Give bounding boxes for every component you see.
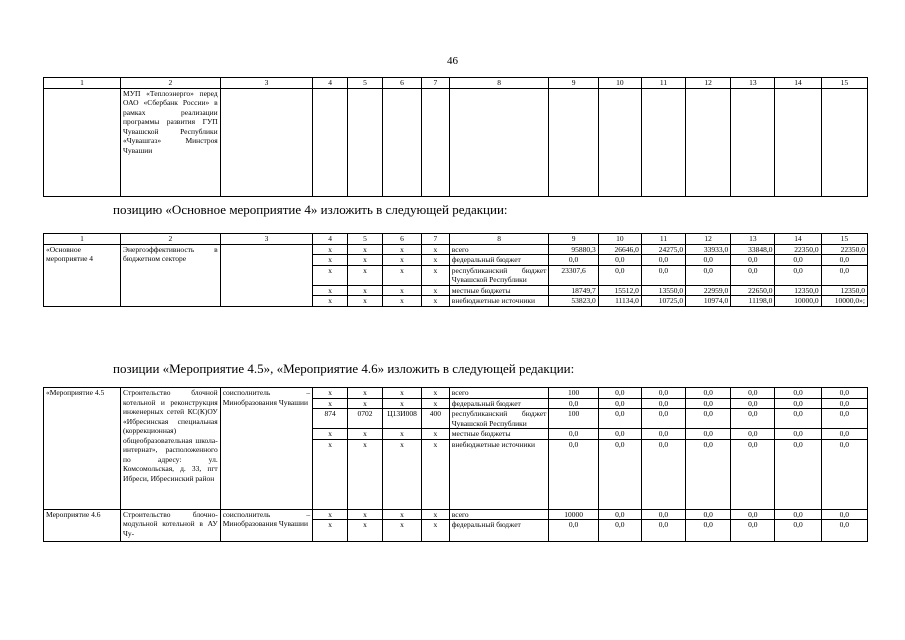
instruction-text: позиции «Мероприятие 4.5», «Мероприятие 4.6» изложить в следующей редакции: (113, 361, 575, 376)
measure-name: «Основное мероприятие 4 (44, 244, 121, 306)
funding-source: внебюджетные источники (449, 439, 549, 509)
header-cell: 9 (549, 78, 598, 89)
header-cell: 4 (313, 78, 348, 89)
funding-source: всего (449, 388, 549, 399)
measure-description: Строительство блочно-модульной котельной в АУ Чу- (121, 509, 221, 542)
measure-description: Строительство блочной котельной и реконструкция инженерных сетей КС(К)ОУ «Ибресинская специальная (коррекционная) общеобразовательная школа-интернат», расположенного по адресу: ул. Комсомольская, д. 33, пгт Ибреси, Ибресинский район (121, 388, 221, 510)
header-cell: 9 (549, 234, 598, 245)
header-cell: 13 (731, 234, 775, 245)
table-row (44, 88, 868, 196)
header-cell: 8 (449, 234, 549, 245)
table-row: x x x x республиканский бюджет Чувашской Республики 23307,6 0,0 0,0 0,0 0,0 0,0 0,0 (44, 265, 868, 285)
header-cell: 7 (422, 234, 450, 245)
table-continuation (43, 77, 868, 197)
table-main-measure-4 (43, 233, 868, 307)
header-cell: 1 (44, 234, 121, 245)
executor: соисполнитель – Минобразования Чувашии (220, 509, 312, 542)
header-cell: 4 (313, 234, 348, 245)
table-row: x x x x местные бюджеты 18749,7 15512,0 13550,0 22959,0 22650,0 12350,0 12350,0 (44, 285, 868, 296)
funding-source: местные бюджеты (449, 429, 549, 440)
header-cell: 10 (598, 78, 641, 89)
header-cell: 13 (731, 78, 775, 89)
header-row (44, 234, 868, 245)
table-row: x x x x федеральный бюджет 0,0 0,0 0,0 0,0 0,0 0,0 0,0 (44, 398, 868, 409)
table-row: x x x x внебюджетные источники 53823,0 11134,0 10725,0 10974,0 11198,0 10000,0 10000,0»; (44, 296, 868, 307)
header-cell: 11 (641, 78, 685, 89)
table-row: «Мероприятие 4.5 Строительство блочной котельной и реконструкция инженерных сетей КС(К)ОУ «Ибресинская специальная (коррекционная) общеобразовательная школа-интернат», расположенного по адресу: ул. Комсомольская, д. 33, пгт Ибреси, Ибресинский район соисполнитель – Минобразования Чувашии x x x x всего 100 0,0 0,0 0,0 0,0 0,0 0,0 (44, 388, 868, 399)
table-row: x x x x внебюджетные источники 0,0 0,0 0,0 0,0 0,0 0,0 0,0 (44, 439, 868, 509)
executor: соисполнитель – Минобразования Чувашии (220, 388, 312, 510)
header-cell: 10 (598, 234, 641, 245)
header-cell: 6 (383, 234, 422, 245)
header-cell: 1 (44, 78, 121, 89)
header-cell: 3 (220, 234, 312, 245)
funding-source: местные бюджеты (449, 285, 549, 296)
header-cell: 12 (686, 234, 731, 245)
header-cell: 5 (348, 234, 383, 245)
header-cell: 7 (422, 78, 450, 89)
header-cell: 6 (383, 78, 422, 89)
funding-source: республиканский бюджет Чувашской Республики (449, 409, 549, 429)
page-number: 46 (447, 55, 458, 67)
funding-source: всего (449, 244, 549, 255)
table-row: Мероприятие 4.6 Строительство блочно-модульной котельной в АУ Чу- соисполнитель – Минобразования Чувашии x x x x всего 10000 0,0 0,0 0,0 0,0 0,0 0,0 (44, 509, 868, 520)
header-cell: 15 (821, 234, 867, 245)
table-measures-4-5-4-6 (43, 387, 868, 542)
header-cell: 11 (641, 234, 685, 245)
header-cell: 15 (821, 78, 867, 89)
funding-source: всего (449, 509, 549, 520)
header-row (44, 78, 868, 89)
measure-name: Мероприятие 4.6 (44, 509, 121, 542)
table-row: x x x x федеральный бюджет 0,0 0,0 0,0 0,0 0,0 0,0 0,0 (44, 520, 868, 542)
funding-source: внебюджетные источники (449, 296, 549, 307)
header-cell: 2 (121, 234, 221, 245)
header-cell: 5 (348, 78, 383, 89)
header-cell: 2 (121, 78, 221, 89)
header-cell: 12 (686, 78, 731, 89)
funding-source: федеральный бюджет (449, 398, 549, 409)
table-row: «Основное мероприятие 4 Энергоэффективность в бюджетном секторе x x x x всего 95880,3 26646,0 24275,0 33933,0 33848,0 22350,0 22350,0 (44, 244, 868, 255)
table-row: x x x x федеральный бюджет 0,0 0,0 0,0 0,0 0,0 0,0 0,0 (44, 255, 868, 266)
header-cell: 14 (775, 78, 821, 89)
measure-description: МУП «Теплоэнерго» перед ОАО «Сбербанк России» в рамках реализации программы развития ГУП Чувашской Республики «Чувашгаз» Минстроя Чувашии (121, 88, 221, 196)
measure-description: Энергоэффективность в бюджетном секторе (121, 244, 221, 306)
funding-source: республиканский бюджет Чувашской Республики (449, 265, 549, 285)
table-row: 874 0702 Ц13И008 400 республиканский бюджет Чувашской Республики 100 0,0 0,0 0,0 0,0 0,0 0,0 (44, 409, 868, 429)
funding-source: федеральный бюджет (449, 520, 549, 542)
header-cell: 14 (775, 234, 821, 245)
instruction-text: позицию «Основное мероприятие 4» изложить в следующей редакции: (113, 202, 508, 217)
table-row: x x x x местные бюджеты 0,0 0,0 0,0 0,0 0,0 0,0 0,0 (44, 429, 868, 440)
header-cell: 8 (449, 78, 549, 89)
measure-name: «Мероприятие 4.5 (44, 388, 121, 510)
header-cell: 3 (220, 78, 312, 89)
funding-source: федеральный бюджет (449, 255, 549, 266)
